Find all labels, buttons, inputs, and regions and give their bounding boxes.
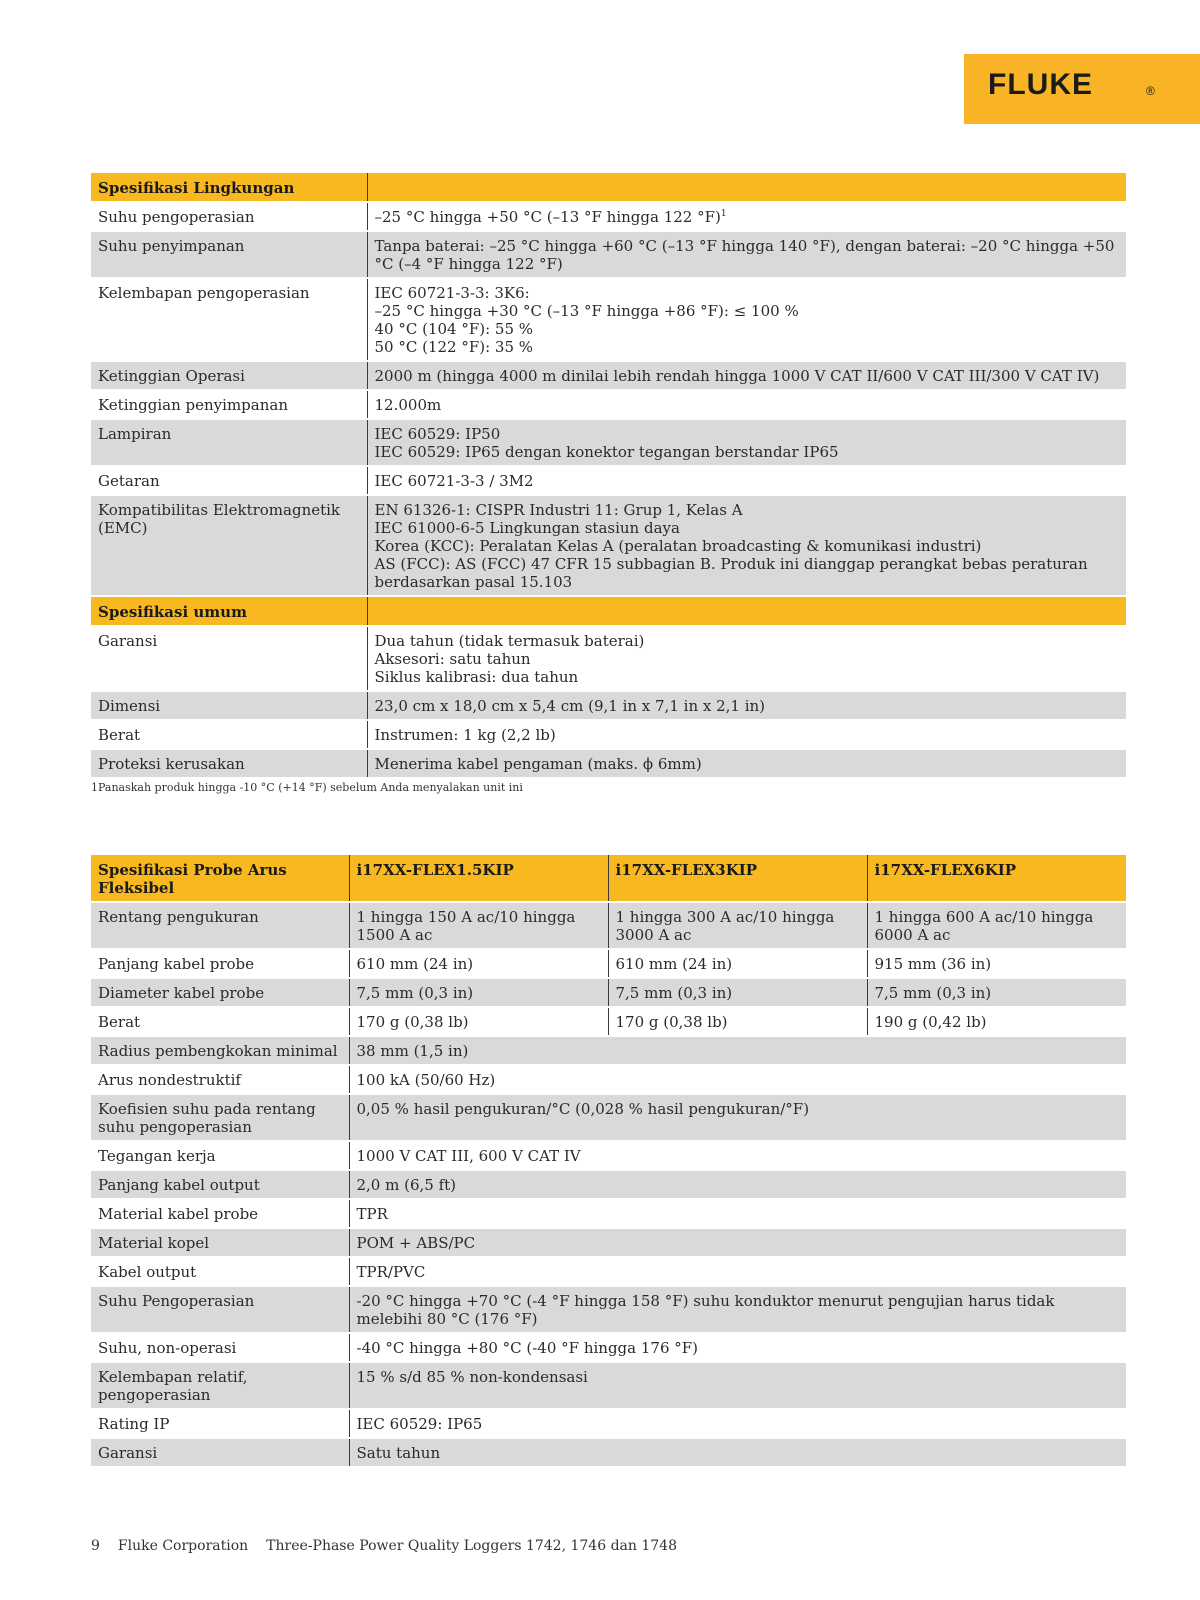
spec-label: Suhu penyimpanan: [91, 231, 367, 278]
probe-spec-row: [91, 1007, 1126, 1036]
probe-spec-row: [91, 1333, 1126, 1362]
footer-title: Three-Phase Power Quality Loggers 1742, 1746 dan 1748: [266, 1538, 677, 1554]
spec-label: Suhu Pengoperasian: [91, 1286, 349, 1333]
spec-value: 7,5 mm (0,3 in): [867, 978, 1126, 1007]
spec-label: Kompatibilitas Elektromagnetik (EMC): [91, 495, 367, 596]
spec-label: Dimensi: [91, 691, 367, 720]
probe-model-header: i17XX-FLEX3KIP: [608, 855, 867, 902]
value-line: Instrumen: 1 kg (2,2 lb): [374, 726, 556, 744]
spec-value: [367, 626, 1126, 691]
spec-row: [91, 361, 1126, 390]
spec-label: Rating IP: [91, 1409, 349, 1438]
spec-label: Garansi: [91, 1438, 349, 1467]
spec-value: 7,5 mm (0,3 in): [349, 978, 608, 1007]
spec-label: Garansi: [91, 626, 367, 691]
spec-row: [91, 466, 1126, 495]
spec-label: Berat: [91, 1007, 349, 1036]
spec-label: Koefisien suhu pada rentang suhu pengoperasian: [91, 1094, 349, 1141]
spec-value: [367, 495, 1126, 596]
value-line: AS (FCC): AS (FCC) 47 CFR 15 subbagian B. Produk ini dianggap perangkat bebas peraturan berdasarkan pasal 15.103: [374, 555, 1088, 591]
fluke-logo: [964, 54, 1200, 124]
probe-model-header: i17XX-FLEX6KIP: [867, 855, 1126, 902]
spec-row: [91, 749, 1126, 778]
spec-label: Kabel output: [91, 1257, 349, 1286]
value-line: –25 °C hingga +50 °C (–13 °F hingga 122 °F)$^1$: [374, 208, 727, 226]
spec-row: [91, 691, 1126, 720]
value-line: 50 °C (122 °F): 35 %: [374, 338, 534, 356]
page-number: 9: [91, 1538, 100, 1554]
spec-value: 610 mm (24 in): [349, 949, 608, 978]
section-header-blank: [367, 596, 1126, 626]
logo-wordmark: FLUKE: [988, 68, 1093, 101]
probe-spec-row: [91, 1065, 1126, 1094]
spec-row: [91, 495, 1126, 596]
probe-section-header: Spesifikasi Probe Arus Fleksibel: [91, 855, 349, 902]
spec-value: [367, 231, 1126, 278]
spec-value: 0,05 % hasil pengukuran/°C (0,028 % hasil pengukuran/°F): [349, 1094, 1126, 1141]
spec-label: Diameter kabel probe: [91, 978, 349, 1007]
probe-spec-row: [91, 1257, 1126, 1286]
spec-label: Material kopel: [91, 1228, 349, 1257]
probe-spec-row: [91, 949, 1126, 978]
spec-label: Proteksi kerusakan: [91, 749, 367, 778]
spec-value: [367, 419, 1126, 466]
probe-spec-row: [91, 1362, 1126, 1409]
spec-label: Getaran: [91, 466, 367, 495]
spec-label: Lampiran: [91, 419, 367, 466]
spec-value: [367, 278, 1126, 361]
spec-value: [367, 202, 1126, 231]
probe-spec-row: [91, 1438, 1126, 1467]
section-header-row: [91, 173, 1126, 202]
spec-value: [367, 749, 1126, 778]
section-header-blank: [367, 173, 1126, 202]
spec-value: 7,5 mm (0,3 in): [608, 978, 867, 1007]
spec-label: Berat: [91, 720, 367, 749]
spec-value: 915 mm (36 in): [867, 949, 1126, 978]
value-line: EN 61326-1: CISPR Industri 11: Grup 1, Kelas A: [374, 501, 743, 519]
value-line: Menerima kabel pengaman (maks. ϕ 6mm): [374, 755, 702, 773]
spec-value: 1 hingga 150 A ac/10 hingga 1500 A ac: [349, 902, 608, 949]
spec-value: [367, 691, 1126, 720]
probe-spec-row: [91, 1094, 1126, 1141]
value-line: –25 °C hingga +30 °C (–13 °F hingga +86 °F): ≤ 100 %: [374, 302, 799, 320]
spec-label: Kelembapan pengoperasian: [91, 278, 367, 361]
probe-spec-row: [91, 902, 1126, 949]
spec-label: Arus nondestruktif: [91, 1065, 349, 1094]
probe-spec-row: [91, 1409, 1126, 1438]
spec-value: -20 °C hingga +70 °C (-4 °F hingga 158 °F) suhu konduktor menurut pengujian harus tidak melebihi 80 °C (176 °F): [349, 1286, 1126, 1333]
value-line: Aksesori: satu tahun: [374, 650, 531, 668]
spec-value: 100 kA (50/60 Hz): [349, 1065, 1126, 1094]
spec-label: Rentang pengukuran: [91, 902, 349, 949]
probe-spec-row: [91, 1199, 1126, 1228]
spec-row: [91, 202, 1126, 231]
value-line: Siklus kalibrasi: dua tahun: [374, 668, 579, 686]
spec-row: [91, 231, 1126, 278]
value-line: IEC 60721-3-3: 3K6:: [374, 284, 530, 302]
spec-value: [367, 390, 1126, 419]
spec-value: 610 mm (24 in): [608, 949, 867, 978]
spec-value: 2,0 m (6,5 ft): [349, 1170, 1126, 1199]
value-line: Dua tahun (tidak termasuk baterai): [374, 632, 645, 650]
probe-spec-row: [91, 1286, 1126, 1333]
footnote-marker: 1: [720, 209, 727, 219]
spec-value: 190 g (0,42 lb): [867, 1007, 1126, 1036]
spec-label: Panjang kabel output: [91, 1170, 349, 1199]
spec-value: 170 g (0,38 lb): [349, 1007, 608, 1036]
probe-model-header: i17XX-FLEX1.5KIP: [349, 855, 608, 902]
spec-value: Satu tahun: [349, 1438, 1126, 1467]
spec-row: [91, 419, 1126, 466]
spec-value: IEC 60529: IP65: [349, 1409, 1126, 1438]
registered-mark: ®: [1146, 84, 1155, 98]
spec-label: Material kabel probe: [91, 1199, 349, 1228]
spec-value: 15 % s/d 85 % non-kondensasi: [349, 1362, 1126, 1409]
value-line: 23,0 cm x 18,0 cm x 5,4 cm (9,1 in x 7,1 in x 2,1 in): [374, 697, 766, 715]
footer-company: Fluke Corporation: [117, 1538, 249, 1554]
probe-spec-row: [91, 1036, 1126, 1065]
probe-spec-table: [91, 855, 1126, 1468]
spec-value: TPR: [349, 1199, 1126, 1228]
spec-value: 170 g (0,38 lb): [608, 1007, 867, 1036]
value-line: IEC 60529: IP50: [374, 425, 501, 443]
spec-value: 38 mm (1,5 in): [349, 1036, 1126, 1065]
section-header-row: [91, 596, 1126, 626]
spec-value: -40 °C hingga +80 °C (-40 °F hingga 176 °F): [349, 1333, 1126, 1362]
spec-label: Tegangan kerja: [91, 1141, 349, 1170]
spec-row: [91, 626, 1126, 691]
spec-value: POM + ABS/PC: [349, 1228, 1126, 1257]
value-line: 40 °C (104 °F): 55 %: [374, 320, 534, 338]
spec-row: [91, 278, 1126, 361]
spec-label: Radius pembengkokan minimal: [91, 1036, 349, 1065]
spec-value: [367, 361, 1126, 390]
footnote: 1Panaskah produk hingga -10 °C (+14 °F) sebelum Anda menyalakan unit ini: [91, 781, 523, 794]
probe-header-row: [91, 855, 1126, 902]
spec-label: Suhu, non-operasi: [91, 1333, 349, 1362]
spec-value: [367, 466, 1126, 495]
page-footer: [91, 1538, 695, 1554]
probe-spec-row: [91, 1141, 1126, 1170]
probe-spec-row: [91, 978, 1126, 1007]
value-line: Korea (KCC): Peralatan Kelas A (peralatan broadcasting & komunikasi industri): [374, 537, 982, 555]
section-header: Spesifikasi umum: [91, 596, 367, 626]
spec-label: Suhu pengoperasian: [91, 202, 367, 231]
value-line: 12.000m: [374, 396, 442, 414]
spec-value: 1 hingga 300 A ac/10 hingga 3000 A ac: [608, 902, 867, 949]
spec-value: 1 hingga 600 A ac/10 hingga 6000 A ac: [867, 902, 1126, 949]
value-line: IEC 60721-3-3 / 3M2: [374, 472, 534, 490]
spec-row: [91, 390, 1126, 419]
value-line: Tanpa baterai: –25 °C hingga +60 °C (–13 °F hingga 140 °F), dengan baterai: –20 °C hingga +50 °C (–4 °F hingga 122 °F): [374, 237, 1115, 273]
value-line: 2000 m (hingga 4000 m dinilai lebih rendah hingga 1000 V CAT II/600 V CAT III/300 V CAT IV): [374, 367, 1100, 385]
spec-row: [91, 720, 1126, 749]
section-header: Spesifikasi Lingkungan: [91, 173, 367, 202]
value-line: IEC 60529: IP65 dengan konektor tegangan berstandar IP65: [374, 443, 839, 461]
spec-value: [367, 720, 1126, 749]
spec-value: TPR/PVC: [349, 1257, 1126, 1286]
probe-spec-row: [91, 1228, 1126, 1257]
spec-label: Kelembapan relatif, pengoperasian: [91, 1362, 349, 1409]
value-line: IEC 61000-6-5 Lingkungan stasiun daya: [374, 519, 680, 537]
environment-spec-table: [91, 173, 1126, 779]
spec-label: Ketinggian penyimpanan: [91, 390, 367, 419]
probe-spec-row: [91, 1170, 1126, 1199]
spec-label: Panjang kabel probe: [91, 949, 349, 978]
spec-label: Ketinggian Operasi: [91, 361, 367, 390]
spec-value: 1000 V CAT III, 600 V CAT IV: [349, 1141, 1126, 1170]
